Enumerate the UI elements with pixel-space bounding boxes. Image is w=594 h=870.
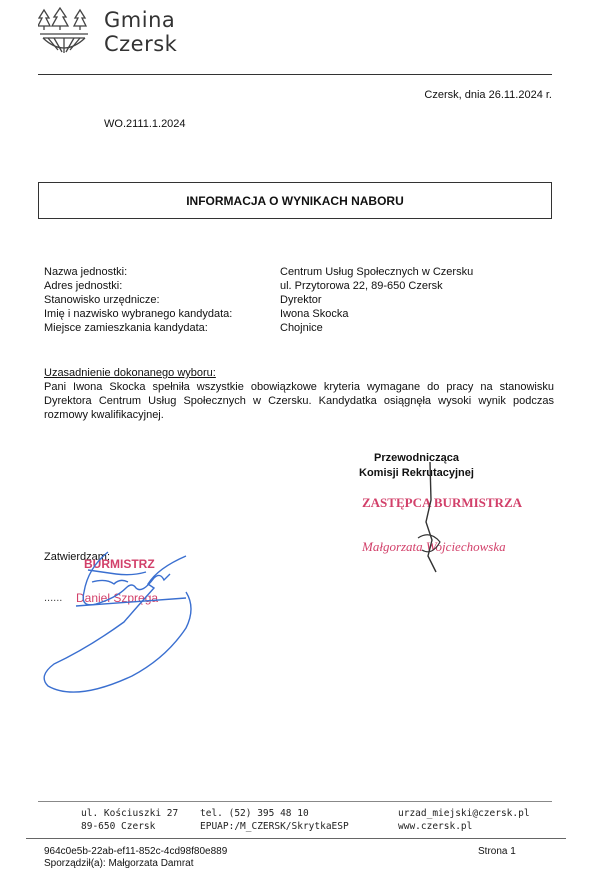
approval-signature-icon <box>36 548 236 708</box>
header-rule <box>38 74 552 75</box>
detail-label: Adres jednostki: <box>44 280 123 292</box>
detail-value: Centrum Usług Społecznych w Czersku <box>280 266 474 278</box>
justification-line: rozmowy kwalifikacyjnej. <box>44 409 164 421</box>
footer-email[interactable]: urzad_miejski@czersk.pl <box>398 808 530 819</box>
detail-label: Miejsce zamieszkania kandydata: <box>44 322 208 334</box>
approval-stamp-name: Daniel Szpręga <box>76 591 159 605</box>
footer-online <box>398 807 530 833</box>
detail-row <box>44 293 554 307</box>
justification-text <box>44 380 554 422</box>
footer-contact <box>200 807 349 833</box>
justification-line: Pani Iwona Skocka spełniła wszystkie obowiązkowe kryteria wymagane do pracy na stanowisku <box>44 381 554 393</box>
approval-stamp-title: BURMISTRZ <box>84 557 155 571</box>
committee-signature-icon <box>410 460 450 580</box>
page-number: Strona 1 <box>478 846 516 857</box>
footer-street: ul. Kościuszki 27 <box>81 808 179 819</box>
footer-phone: tel. (52) 395 48 10 <box>200 808 309 819</box>
meta-rule <box>26 838 566 839</box>
detail-value: Iwona Skocka <box>280 308 349 320</box>
committee-title-1: Przewodnicząca <box>374 452 459 464</box>
detail-value: Dyrektor <box>280 294 322 306</box>
document-id: 964c0e5b-22ab-ef11-852c-4cd98f80e889 <box>44 846 228 857</box>
detail-row <box>44 265 554 279</box>
approval-label: Zatwierdzam: <box>44 551 111 563</box>
details-list <box>44 265 554 335</box>
detail-row <box>44 279 554 293</box>
detail-value: Chojnice <box>280 322 323 334</box>
title-box <box>38 182 552 219</box>
footer-city: 89-650 Czersk <box>81 821 156 832</box>
detail-label: Nazwa jednostki: <box>44 266 128 278</box>
place-date: Czersk, dnia 26.11.2024 r. <box>424 89 552 101</box>
detail-value: ul. Przytorowa 22, 89-650 Czersk <box>280 280 443 292</box>
footer-website[interactable]: www.czersk.pl <box>398 821 473 832</box>
reference-number: WO.2111.1.2024 <box>104 118 186 130</box>
gmina-emblem-icon <box>38 6 96 58</box>
footer-rule <box>38 801 552 802</box>
logo-text-czersk: Czersk <box>104 32 178 56</box>
detail-label: Stanowisko urzędnicze: <box>44 294 160 306</box>
detail-row <box>44 307 554 321</box>
logo <box>38 6 198 58</box>
prepared-by: Sporządził(a): Małgorzata Damrat <box>44 858 194 869</box>
detail-label: Imię i nazwisko wybranego kandydata: <box>44 308 233 320</box>
footer-address <box>81 807 178 833</box>
detail-row <box>44 321 554 335</box>
committee-stamp-name: Małgorzata Wojciechowska <box>362 539 506 554</box>
approval-dots: ...... <box>44 592 63 604</box>
document-title: INFORMACJA O WYNIKACH NABORU <box>186 193 404 208</box>
committee-stamp-title: ZASTĘPCA BURMISTRZA <box>362 495 523 510</box>
logo-text-gmina: Gmina <box>104 8 176 32</box>
justification-line: Dyrektora Centrum Usług Społecznych w Czersku. Kandydatka osiągnęła wysoki wynik podczas <box>44 395 554 407</box>
justification-heading: Uzasadnienie dokonanego wyboru: <box>44 367 216 379</box>
committee-title-2: Komisji Rekrutacyjnej <box>359 467 474 479</box>
footer-epuap: EPUAP:/M_CZERSK/SkrytkaESP <box>200 821 349 832</box>
